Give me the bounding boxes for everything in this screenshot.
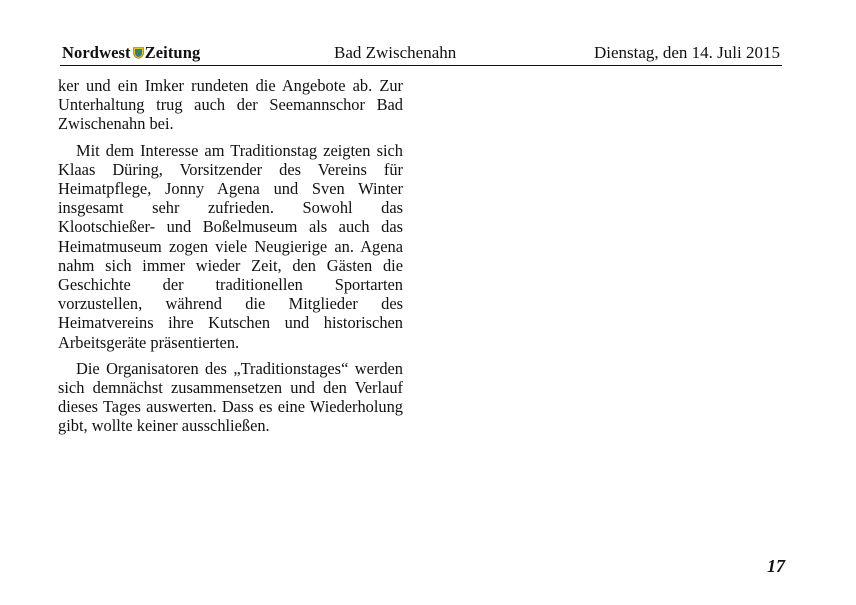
coat-of-arms-icon — [133, 47, 144, 59]
header-town: Bad Zwischenahn — [334, 43, 457, 62]
article-column — [58, 76, 403, 443]
page-header — [60, 41, 782, 66]
article-paragraph: Mit dem Interesse am Traditionstag zeigten sich Klaas Düring, Vorsitzender des Vereins für Heimatpflege, Jonny Agena und Sven Winter insgesamt sehr zufrieden. Sowohl das Klootschießer- und Boßelmuseum als auch das Heimatmuseum zogen viele Neugierige an. Agena nahm sich immer wieder Zeit, den Gästen die Geschichte der traditionellen Sportarten vorzustellen, während die Mitglieder des Heimatvereins ihre Kutschen und historischen Arbeitsgeräte präsentierten. — [58, 140, 403, 352]
article-paragraph: ker und ein Imker rundeten die Angebote ab. Zur Unterhaltung trug auch der Seemannschor Bad Zwischenahn bei. — [58, 76, 403, 134]
masthead-left-text: Nordwest — [62, 43, 131, 62]
article-paragraph: Die Organisatoren des „Traditionstages“ werden sich demnächst zusammensetzen und den Verlauf dieses Tages auswerten. Dass es eine Wiederholung gibt, wollte keiner ausschließen. — [58, 358, 403, 436]
page-number: 17 — [767, 556, 785, 576]
newspaper-masthead — [62, 43, 200, 63]
masthead-right-text: Zeitung — [144, 43, 201, 62]
header-date: Dienstag, den 14. Juli 2015 — [593, 43, 780, 62]
